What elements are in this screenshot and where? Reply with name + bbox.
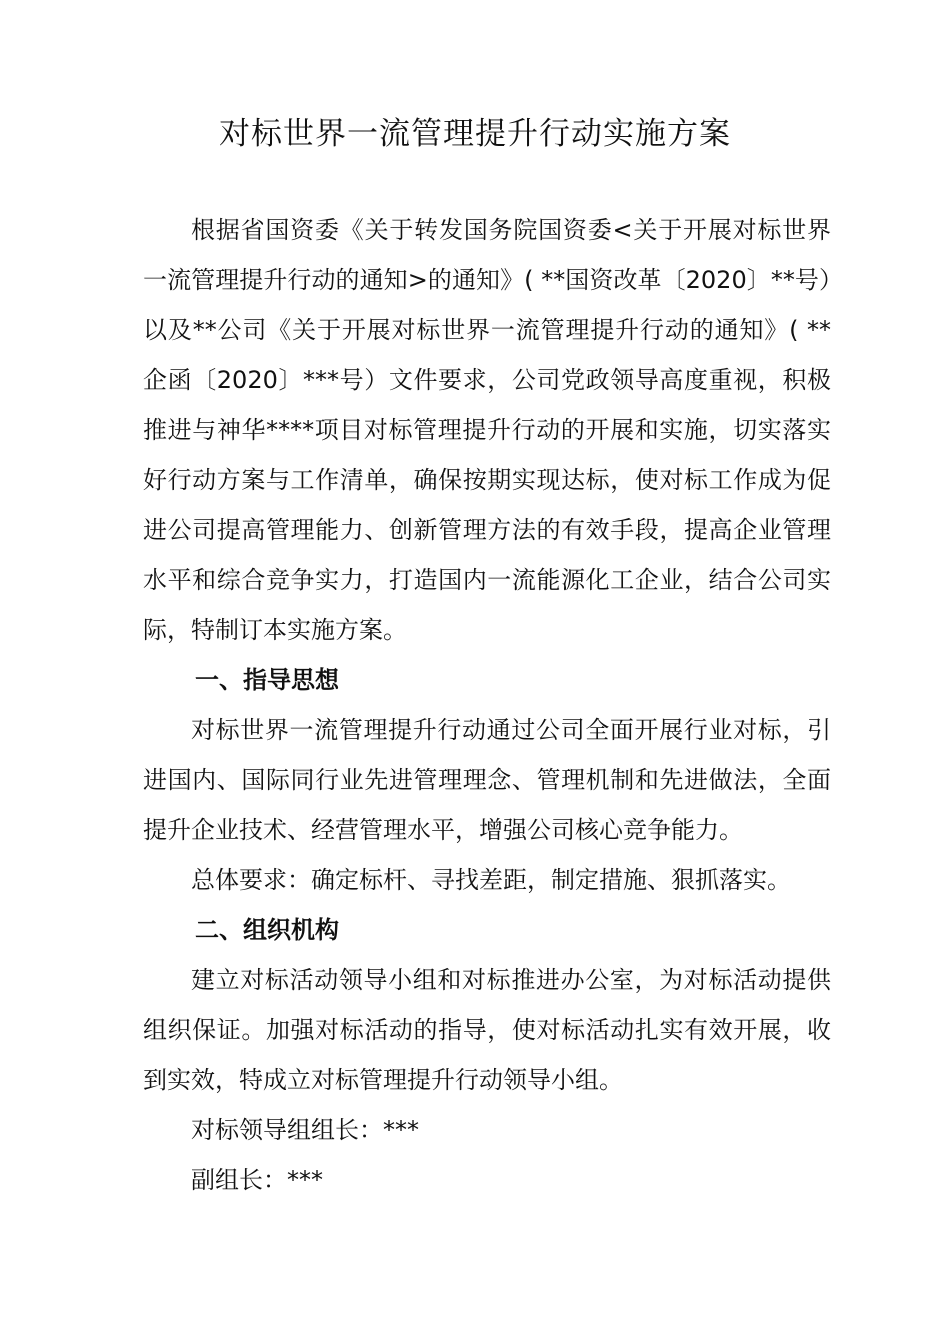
organization-paragraph: 建立对标活动领导小组和对标推进办公室，为对标活动提供组织保证。加强对标活动的指导，使对标活动扎实有效开展，收到实效，特成立对标管理提升行动领导小组。 [143, 966, 831, 1094]
deputy-leader-line: 副组长：*** [191, 1166, 323, 1194]
section-heading-organization: 二、组织机构 [195, 916, 339, 944]
guiding-ideology-paragraph: 对标世界一流管理提升行动通过公司全面开展行业对标，引进国内、国际同行业先进管理理念、管理机制和先进做法，全面提升企业技术、经营管理水平，增强公司核心竞争能力。 [143, 716, 831, 844]
section-heading-guiding-ideology: 一、指导思想 [195, 666, 339, 694]
document-body [143, 205, 831, 1205]
group-leader-line: 对标领导组组长：*** [191, 1116, 419, 1144]
document-title: 对标世界一流管理提升行动实施方案 [219, 116, 731, 152]
overall-requirements-paragraph: 总体要求：确定标杆、寻找差距，制定措施、狠抓落实。 [191, 866, 791, 894]
intro-paragraph: 根据省国资委《关于转发国务院国资委<关于开展对标世界一流管理提升行动的通知>的通知》( **国资改革〔2020〕**号）以及**公司《关于开展对标世界一流管理提升行动的通知》( **企函〔2020〕***号）文件要求，公司党政领导高度重视，积极推进与神华****项目对标管理提升行动的开展和实施，切实落实好行动方案与工作清单，确保按期实现达标，使对标工作成为促进公司提高管理能力、创新管理方法的有效手段，提高企业管理水平和综合竞争实力，打造国内一流能源化工企业，结合公司实际，特制订本实施方案。 [143, 216, 831, 644]
